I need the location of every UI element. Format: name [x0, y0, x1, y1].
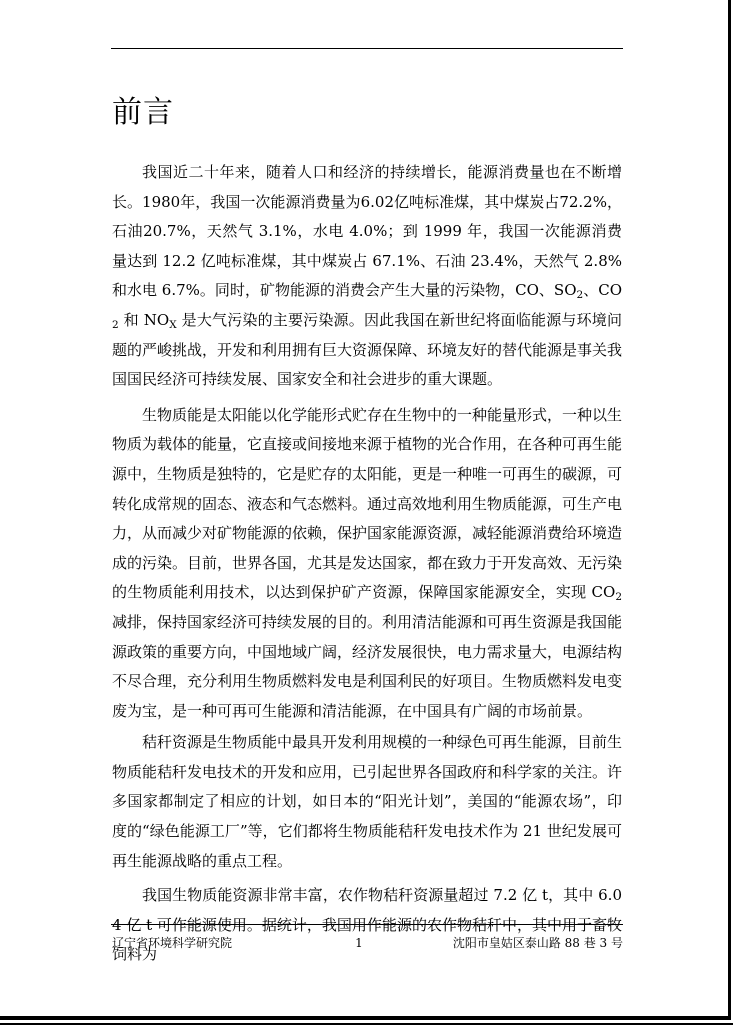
subscript: X — [169, 318, 177, 331]
header-rule — [111, 48, 623, 49]
paragraph-3: 秸秆资源是生物质能中最具开发利用规模的一种绿色可再生能源，目前生物质能秸秆发电技术的开发和应用，已引起世界各国政府和科学家的关注。许多国家都制定了相应的计划，如日本的“阳光计划”，美国的“能源农场”，印度的“绿色能源工厂”等，它们都将生物质能秸秆发电技术作为 21 世纪发展可再生能源战略的重点工程。 — [112, 733, 623, 870]
subscript: 2 — [615, 591, 622, 604]
paragraph-1 — [112, 158, 622, 395]
body-text — [112, 158, 622, 970]
paragraph-1-text-a: 我国近二十年来，随着人口和经济的持续增长，能源消费量也在不断增长。1980年，我国一次能源消费量为6.02亿吨标准煤，其中煤炭占72.2%，石油20.7%，天然气 3.1%，水电 4.0%；到 1999 年，我国一次能源消费量达到 12.2 亿吨标准煤，其中煤炭占 67.1%、石油 23.4%，天然气 2.8%和水电 6.7%。同时，矿物能源的消费会产生大量的污染物，CO、SO — [112, 163, 622, 300]
paragraph-1-text-b: 、CO — [583, 281, 622, 300]
footer-page-number: 1 — [355, 936, 363, 950]
footer-rule — [111, 924, 623, 925]
paragraph-4: 我国生物质能资源非常丰富，农作物秸秆资源量超过 7.2 亿 t，其中 6.04 亿 t 可作能源使用。据统计，我国用作能源的农作物秸秆中，其中用于畜牧饲料为 — [112, 886, 622, 964]
paragraph-1-text-d: 是大气污染的主要污染源。因此我国在新世纪将面临能源与环境问题的严峻挑战，开发和利用拥有巨大资源保障、环境友好的替代能源是事关我国国民经济可持续发展、国家安全和社会进步的重大课题。 — [112, 310, 623, 389]
paragraph-2-text-a: 生物质能是太阳能以化学能形式贮存在生物中的一种能量形式，一种以生物质为载体的能量，它直接或间接地来源于植物的光合作用，在各种可再生能源中，生物质是独特的，它是贮存的太阳能，更是一种唯一可再生的碳源，可转化成常规的固态、液态和气态燃料。通过高效地利用生物质能源，可生产电力，从而减少对矿物能源的依赖，保护国家能源资源，减轻能源消费给环境造成的污染。目前，世界各国，尤其是发达国家，都在致力于开发高效、无污染的生物质能利用技术，以达到保护矿产资源，保障国家能源安全，实现 CO — [112, 405, 623, 602]
footer-institution: 辽宁省环境科学研究院 — [112, 936, 233, 950]
page-frame-bottom-outer — [0, 1023, 733, 1025]
page-frame-right — [728, 0, 731, 1020]
subscript: 2 — [576, 289, 584, 302]
paragraph-2-text-b: 减排，保持国家经济可持续发展的目的。利用清洁能源和可再生资源是我国能源政策的重要方向，中国地域广阔，经济发展很快，电力需求量大，电源结构不尽合理，充分利用生物质燃料发电是利国利民的好项目。生物质燃料发电变废为宝，是一种可再可生能源和清洁能源，在中国具有广阔的市场前景。 — [112, 612, 623, 720]
paragraph-1-text-c: 和 NO — [118, 310, 170, 329]
paragraph-2 — [112, 401, 622, 727]
page-frame-bottom — [0, 1016, 731, 1020]
subscript: 2 — [112, 318, 119, 331]
page-title: 前言 — [112, 95, 174, 130]
footer-address: 沈阳市皇姑区泰山路 88 巷 3 号 — [452, 936, 623, 950]
